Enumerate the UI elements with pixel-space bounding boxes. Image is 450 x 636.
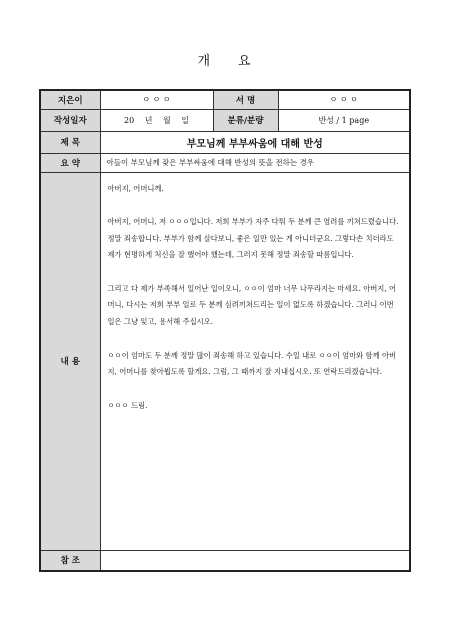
subject-row xyxy=(40,131,410,153)
summary-row xyxy=(40,153,410,172)
signature-label: 서 명 xyxy=(213,90,278,109)
overview-table xyxy=(39,89,411,572)
subject-value: 부모님께 부부싸움에 대해 반성 xyxy=(100,131,410,153)
subject-label: 제 목 xyxy=(40,131,100,153)
page-title xyxy=(0,50,450,69)
summary-value: 아들이 부모님께 잦은 부부싸움에 대해 반성의 뜻을 전하는 경우 xyxy=(100,153,410,172)
content-body xyxy=(100,172,410,550)
content-paragraph-3: ㅇㅇ이 엄마도 두 분께 정말 많이 죄송해 하고 있습니다. 수일 내로 ㅇㅇ이 엄마와 함께 아버지, 어머니를 찾아뵙도록 할게요. 그럼, 그 때까지 잘 지내십시오. 또 연락드리겠습니다. xyxy=(107,350,397,377)
summary-label: 요 약 xyxy=(40,153,100,172)
reference-row xyxy=(40,550,410,571)
title-left-char: 개 xyxy=(197,54,212,69)
reference-label: 참 조 xyxy=(40,550,100,571)
signature-value: ㅇ ㅇ ㅇ xyxy=(278,90,410,109)
title-right-char: 요 xyxy=(238,54,253,69)
category-label: 분류/분량 xyxy=(213,109,278,131)
category-value: 반성 / 1 page xyxy=(278,109,410,131)
author-value: ㅇ ㅇ ㅇ xyxy=(100,90,213,109)
content-greeting: 아버지, 어머니께. xyxy=(107,183,164,193)
date-row xyxy=(40,109,410,131)
author-label: 지은이 xyxy=(40,90,100,109)
content-row xyxy=(40,172,410,550)
reference-value xyxy=(100,550,410,571)
date-label: 작성일자 xyxy=(40,109,100,131)
content-paragraph-2: 그리고 다 제가 부족해서 일어난 일이오니, ㅇㅇ이 엄마 너무 나무라지는 마세요. 아버지, 어머니, 다시는 저희 부부 일로 두 분께 심려끼쳐드리는 일이 없도록 하겠습니다. 그러니 이번 일은 그냥 잊고, 용서해 주십시오. xyxy=(107,283,397,327)
date-value: 20 년 월 일 xyxy=(100,109,213,131)
author-row xyxy=(40,90,410,109)
content-closing: ㅇㅇㅇ 드림. xyxy=(107,400,148,410)
content-paragraph-1: 아버지, 어머니, 저 ㅇㅇㅇ입니다. 저희 부부가 자주 다퉈 두 분께 큰 염려를 끼쳐드렸습니다. 정말 죄송합니다. 부부가 함께 살다보니, 좋은 일만 있는 게 아니더군요. 그렇다손 치더라도 제가 현명하게 처신을 잘 했어야 했는데, 그러지 못해 정말 죄송할 따름입니다. xyxy=(107,217,399,260)
content-label: 내 용 xyxy=(40,172,100,550)
